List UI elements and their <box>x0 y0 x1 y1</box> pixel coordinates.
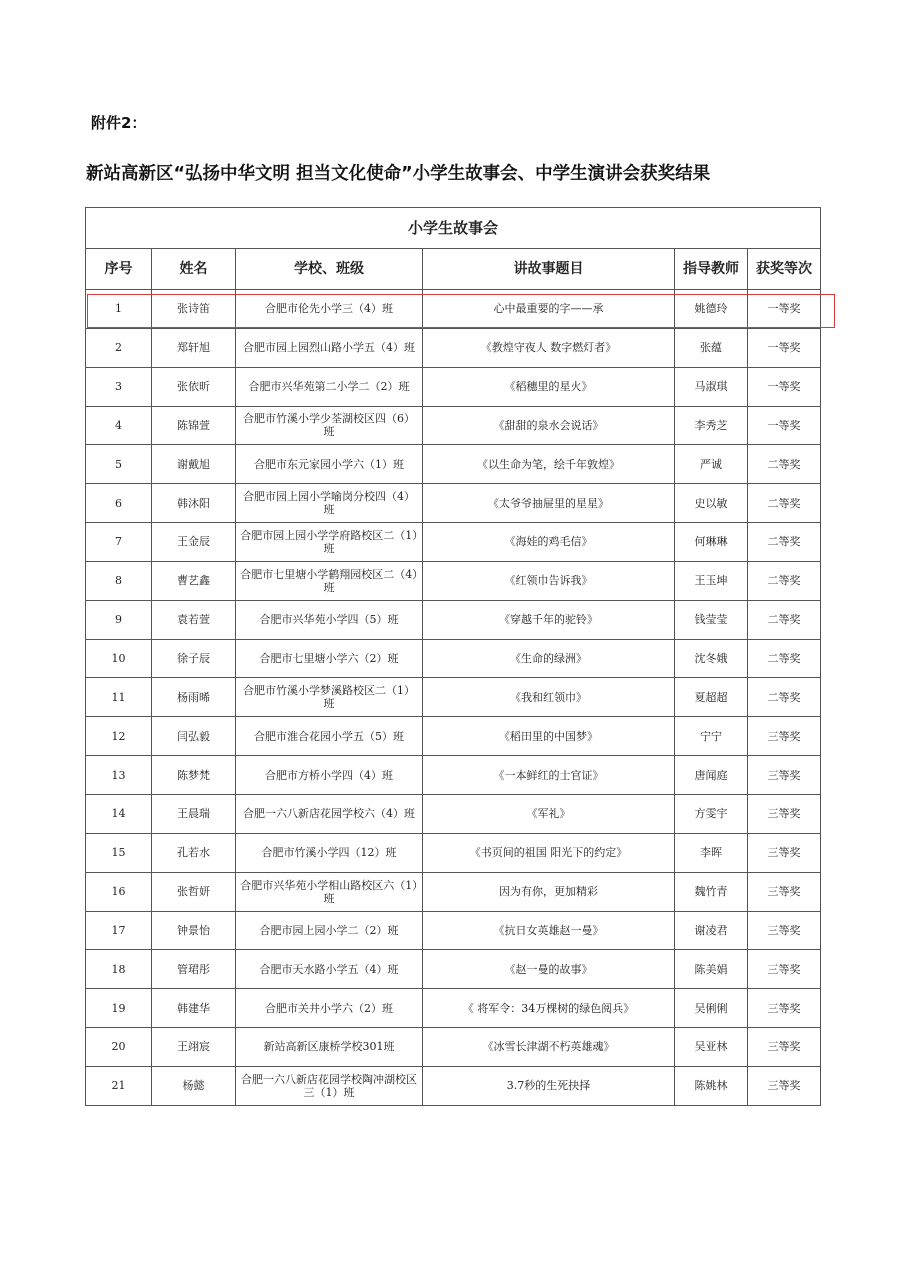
teacher-cell: 王玉坤 <box>675 561 748 600</box>
school-class-cell: 合肥市竹溪小学少荃湖校区四（6）班 <box>236 406 423 445</box>
award-cell: 一等奖 <box>748 328 821 367</box>
table-row <box>86 717 821 756</box>
teacher-cell: 吴亚林 <box>675 1028 748 1067</box>
teacher-cell: 严诚 <box>675 445 748 484</box>
header-cell: 学校、班级 <box>236 249 423 290</box>
header-cell: 姓名 <box>152 249 236 290</box>
award-cell: 三等奖 <box>748 717 821 756</box>
rank-cell: 9 <box>86 600 152 639</box>
award-cell: 三等奖 <box>748 833 821 872</box>
document-title: 新站高新区“弘扬中华文明 担当文化使命”小学生故事会、中学生演讲会获奖结果 <box>86 164 711 184</box>
table-row <box>86 484 821 523</box>
name-cell: 徐子辰 <box>152 639 236 678</box>
award-cell: 二等奖 <box>748 600 821 639</box>
teacher-cell: 谢凌君 <box>675 911 748 950</box>
rank-cell: 3 <box>86 367 152 406</box>
table-row <box>86 678 821 717</box>
name-cell: 钟景怡 <box>152 911 236 950</box>
teacher-cell: 吴俐俐 <box>675 989 748 1028</box>
teacher-cell: 何琳琳 <box>675 523 748 562</box>
name-cell: 韩沐阳 <box>152 484 236 523</box>
rank-cell: 17 <box>86 911 152 950</box>
story-title-cell: 心中最重要的字——承 <box>423 290 675 329</box>
teacher-cell: 方雯宇 <box>675 794 748 833</box>
name-cell: 王金辰 <box>152 523 236 562</box>
teacher-cell: 陈姚林 <box>675 1066 748 1105</box>
table-row <box>86 406 821 445</box>
school-class-cell: 合肥市园上园小学喻岗分校四（4）班 <box>236 484 423 523</box>
rank-cell: 6 <box>86 484 152 523</box>
story-title-cell: 《稻田里的中国梦》 <box>423 717 675 756</box>
story-title-cell: 《书页间的祖国 阳光下的约定》 <box>423 833 675 872</box>
attachment-label: 附件2： <box>91 114 147 132</box>
rank-cell: 21 <box>86 1066 152 1105</box>
award-cell: 一等奖 <box>748 406 821 445</box>
story-title-cell: 《以生命为笔，绘千年敦煌》 <box>423 445 675 484</box>
table-row <box>86 445 821 484</box>
table-row <box>86 561 821 600</box>
school-class-cell: 合肥市园上园烈山路小学五（4）班 <box>236 328 423 367</box>
teacher-cell: 李秀芝 <box>675 406 748 445</box>
name-cell: 韩建华 <box>152 989 236 1028</box>
teacher-cell: 姚德玲 <box>675 290 748 329</box>
award-rows <box>86 290 821 1106</box>
name-cell: 孔若水 <box>152 833 236 872</box>
school-class-cell: 合肥市关井小学六（2）班 <box>236 989 423 1028</box>
rank-cell: 2 <box>86 328 152 367</box>
school-class-cell: 合肥市东元家园小学六（1）班 <box>236 445 423 484</box>
table-row <box>86 756 821 795</box>
school-class-cell: 合肥一六八新店花园学校六（4）班 <box>236 794 423 833</box>
name-cell: 郑轩旭 <box>152 328 236 367</box>
teacher-cell: 马淑琪 <box>675 367 748 406</box>
award-cell: 三等奖 <box>748 756 821 795</box>
school-class-cell: 合肥市天水路小学五（4）班 <box>236 950 423 989</box>
table-row <box>86 989 821 1028</box>
story-title-cell: 《红领巾告诉我》 <box>423 561 675 600</box>
header-cell: 序号 <box>86 249 152 290</box>
story-title-cell: 《抗日女英雄赵一曼》 <box>423 911 675 950</box>
section-title-row <box>86 208 821 249</box>
school-class-cell: 合肥市方桥小学四（4）班 <box>236 756 423 795</box>
name-cell: 曹艺鑫 <box>152 561 236 600</box>
teacher-cell: 夏超超 <box>675 678 748 717</box>
rank-cell: 1 <box>86 290 152 329</box>
header-cell: 指导教师 <box>675 249 748 290</box>
rank-cell: 8 <box>86 561 152 600</box>
award-cell: 三等奖 <box>748 872 821 911</box>
story-title-cell: 《太爷爷抽屉里的星星》 <box>423 484 675 523</box>
table-row <box>86 1066 821 1105</box>
award-cell: 三等奖 <box>748 1028 821 1067</box>
table-row <box>86 950 821 989</box>
teacher-cell: 张蕴 <box>675 328 748 367</box>
table-row <box>86 639 821 678</box>
school-class-cell: 合肥市园上园小学学府路校区二（1）班 <box>236 523 423 562</box>
highlight-box <box>87 294 835 328</box>
teacher-cell: 钱莹莹 <box>675 600 748 639</box>
story-title-cell: 《教煌守夜人 数字燃灯者》 <box>423 328 675 367</box>
story-title-cell: 3.7秒的生死抉择 <box>423 1066 675 1105</box>
table-row <box>86 911 821 950</box>
header-cell: 获奖等次 <box>748 249 821 290</box>
header-cell: 讲故事题目 <box>423 249 675 290</box>
teacher-cell: 宁宁 <box>675 717 748 756</box>
name-cell: 杨懿 <box>152 1066 236 1105</box>
rank-cell: 14 <box>86 794 152 833</box>
award-cell: 二等奖 <box>748 561 821 600</box>
story-title-cell: 因为有你，更加精彩 <box>423 872 675 911</box>
name-cell: 陈梦梵 <box>152 756 236 795</box>
name-cell: 袁若萱 <box>152 600 236 639</box>
school-class-cell: 合肥市竹溪小学梦溪路校区二（1）班 <box>236 678 423 717</box>
name-cell: 陈锦萱 <box>152 406 236 445</box>
name-cell: 王翊宸 <box>152 1028 236 1067</box>
school-class-cell: 合肥市伦先小学三（4）班 <box>236 290 423 329</box>
rank-cell: 10 <box>86 639 152 678</box>
story-title-cell: 《 将军令：34万棵树的绿色阅兵》 <box>423 989 675 1028</box>
story-title-cell: 《生命的绿洲》 <box>423 639 675 678</box>
teacher-cell: 魏竹青 <box>675 872 748 911</box>
rank-cell: 19 <box>86 989 152 1028</box>
award-cell: 一等奖 <box>748 290 821 329</box>
school-class-cell: 合肥市淮合花园小学五（5）班 <box>236 717 423 756</box>
table-row <box>86 794 821 833</box>
story-title-cell: 《赵一曼的故事》 <box>423 950 675 989</box>
table-row <box>86 1028 821 1067</box>
school-class-cell: 合肥市竹溪小学四（12）班 <box>236 833 423 872</box>
awards-table <box>85 207 821 1106</box>
story-title-cell: 《冰雪长津湖不朽英雄魂》 <box>423 1028 675 1067</box>
school-class-cell: 合肥市七里塘小学六（2）班 <box>236 639 423 678</box>
story-title-cell: 《穿越千年的驼铃》 <box>423 600 675 639</box>
rank-cell: 11 <box>86 678 152 717</box>
award-cell: 三等奖 <box>748 1066 821 1105</box>
table-row <box>86 367 821 406</box>
award-cell: 三等奖 <box>748 794 821 833</box>
school-class-cell: 合肥一六八新店花园学校陶冲湖校区三（1）班 <box>236 1066 423 1105</box>
teacher-cell: 唐闻庭 <box>675 756 748 795</box>
header-row <box>86 249 821 290</box>
table-row <box>86 872 821 911</box>
school-class-cell: 新站高新区康桥学校301班 <box>236 1028 423 1067</box>
award-cell: 二等奖 <box>748 484 821 523</box>
rank-cell: 18 <box>86 950 152 989</box>
name-cell: 管珺彤 <box>152 950 236 989</box>
table-row <box>86 523 821 562</box>
name-cell: 王晨瑞 <box>152 794 236 833</box>
school-class-cell: 合肥市园上园小学二（2）班 <box>236 911 423 950</box>
story-title-cell: 《甜甜的泉水会说话》 <box>423 406 675 445</box>
name-cell: 谢戴旭 <box>152 445 236 484</box>
name-cell: 闫弘毅 <box>152 717 236 756</box>
school-class-cell: 合肥市兴华苑小学四（5）班 <box>236 600 423 639</box>
award-cell: 二等奖 <box>748 523 821 562</box>
rank-cell: 16 <box>86 872 152 911</box>
award-cell: 二等奖 <box>748 678 821 717</box>
award-cell: 二等奖 <box>748 445 821 484</box>
story-title-cell: 《我和红领巾》 <box>423 678 675 717</box>
rank-cell: 20 <box>86 1028 152 1067</box>
table-row <box>86 600 821 639</box>
teacher-cell: 沈冬娥 <box>675 639 748 678</box>
teacher-cell: 史以敏 <box>675 484 748 523</box>
rank-cell: 15 <box>86 833 152 872</box>
table-row <box>86 328 821 367</box>
rank-cell: 13 <box>86 756 152 795</box>
award-cell: 二等奖 <box>748 639 821 678</box>
teacher-cell: 李晖 <box>675 833 748 872</box>
table-row <box>86 833 821 872</box>
name-cell: 张依昕 <box>152 367 236 406</box>
school-class-cell: 合肥市兴华苑第二小学二（2）班 <box>236 367 423 406</box>
story-title-cell: 《一本鲜红的士官证》 <box>423 756 675 795</box>
school-class-cell: 合肥市兴华苑小学相山路校区六（1）班 <box>236 872 423 911</box>
story-title-cell: 《军礼》 <box>423 794 675 833</box>
teacher-cell: 陈美娟 <box>675 950 748 989</box>
name-cell: 杨雨晞 <box>152 678 236 717</box>
section-title: 小学生故事会 <box>86 208 821 249</box>
story-title-cell: 《海娃的鸡毛信》 <box>423 523 675 562</box>
story-title-cell: 《稻穗里的星火》 <box>423 367 675 406</box>
award-cell: 三等奖 <box>748 989 821 1028</box>
award-cell: 三等奖 <box>748 950 821 989</box>
rank-cell: 5 <box>86 445 152 484</box>
award-cell: 三等奖 <box>748 911 821 950</box>
name-cell: 张诗笛 <box>152 290 236 329</box>
rank-cell: 4 <box>86 406 152 445</box>
school-class-cell: 合肥市七里塘小学鹤翔园校区二（4）班 <box>236 561 423 600</box>
rank-cell: 7 <box>86 523 152 562</box>
rank-cell: 12 <box>86 717 152 756</box>
name-cell: 张哲妍 <box>152 872 236 911</box>
award-cell: 一等奖 <box>748 367 821 406</box>
